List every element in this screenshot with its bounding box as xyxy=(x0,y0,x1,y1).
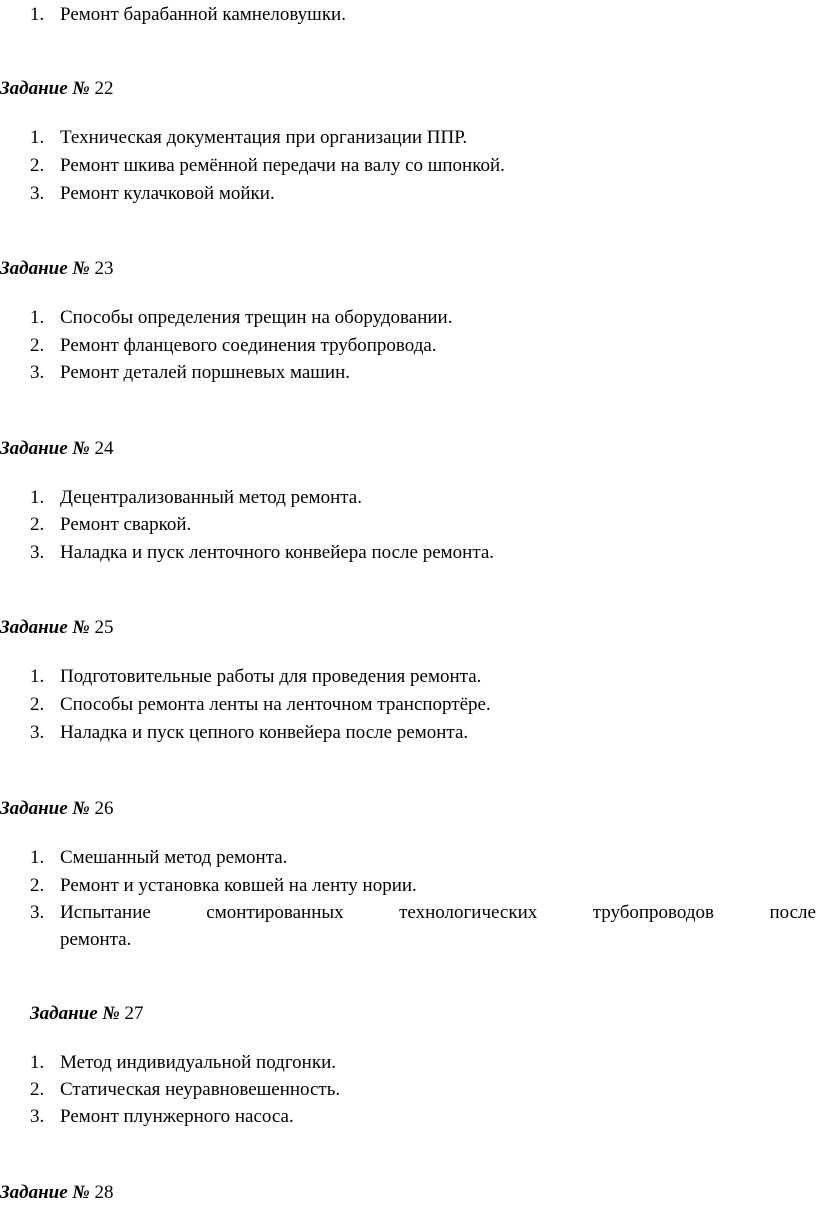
task-heading-label: Задание № xyxy=(0,438,90,459)
list-item xyxy=(0,305,816,331)
list-item xyxy=(0,333,816,359)
item-word: трубопроводов xyxy=(592,902,714,923)
item-text: Метод индивидуальной подгонки. xyxy=(60,1052,336,1073)
task-heading-label: Задание № xyxy=(0,258,90,279)
item-text-justified xyxy=(60,900,816,926)
item-number: 3. xyxy=(30,362,45,383)
task-heading-number: 23 xyxy=(94,258,114,279)
item-text: Способы определения трещин на оборудовании. xyxy=(60,307,453,328)
list-item xyxy=(0,873,816,899)
list-item xyxy=(0,720,816,746)
list-item xyxy=(0,2,816,28)
item-text: Способы ремонта ленты на ленточном транспортёре. xyxy=(60,694,491,715)
item-text: Наладка и пуск цепного конвейера после ремонта. xyxy=(60,722,469,743)
item-text: Ремонт кулачковой мойки. xyxy=(60,183,275,204)
item-number: 1. xyxy=(30,487,45,508)
item-number: 2. xyxy=(30,155,45,176)
task-heading xyxy=(0,615,114,641)
item-number: 2. xyxy=(30,875,45,896)
item-text: Ремонт плунжерного насоса. xyxy=(60,1106,294,1127)
item-number: 1. xyxy=(30,307,45,328)
item-number: 3. xyxy=(30,902,45,923)
item-number: 3. xyxy=(30,542,45,563)
task-heading xyxy=(0,796,114,822)
task-heading xyxy=(0,1180,114,1206)
item-text: Подготовительные работы для проведения ремонта. xyxy=(60,666,482,687)
task-heading xyxy=(0,76,114,102)
task-heading-number: 25 xyxy=(94,617,114,638)
item-number: 2. xyxy=(30,1079,45,1100)
list-item xyxy=(0,360,816,386)
item-word: Испытание xyxy=(60,902,151,923)
task-heading-label: Задание № xyxy=(0,617,90,638)
list-item xyxy=(0,1050,816,1076)
item-text: Наладка и пуск ленточного конвейера после ремонта. xyxy=(60,542,495,563)
list-item xyxy=(0,1077,816,1103)
item-text: Ремонт фланцевого соединения трубопровода. xyxy=(60,335,437,356)
task-heading xyxy=(30,1001,144,1027)
list-item xyxy=(0,900,816,926)
list-item xyxy=(0,1104,816,1130)
item-text: Техническая документация при организации ППР. xyxy=(60,127,468,148)
task-heading-label: Задание № xyxy=(0,78,90,99)
item-text: Ремонт сваркой. xyxy=(60,514,192,535)
list-item-continuation xyxy=(0,927,816,953)
task-heading-number: 24 xyxy=(94,438,114,459)
item-number: 3. xyxy=(30,722,45,743)
task-heading xyxy=(0,436,114,462)
list-item xyxy=(0,181,816,207)
list-item xyxy=(0,485,816,511)
item-text: Статическая неуравновешенность. xyxy=(60,1079,341,1100)
item-word: после xyxy=(769,902,816,923)
item-text: Ремонт и установка ковшей на ленту нории. xyxy=(60,875,417,896)
item-word: технологических xyxy=(399,902,538,923)
list-item xyxy=(0,692,816,718)
task-heading-number: 22 xyxy=(94,78,114,99)
task-heading-number: 28 xyxy=(94,1182,114,1203)
list-item xyxy=(0,125,816,151)
list-item xyxy=(0,540,816,566)
task-heading xyxy=(0,256,114,282)
item-number: 1. xyxy=(30,1052,45,1073)
item-word: смонтированных xyxy=(206,902,344,923)
task-heading-number: 26 xyxy=(94,798,114,819)
item-number: 2. xyxy=(30,335,45,356)
item-number: 1. xyxy=(30,127,45,148)
item-text: Ремонт шкива ремённой передачи на валу со шпонкой. xyxy=(60,155,505,176)
task-heading-label: Задание № xyxy=(0,798,90,819)
list-item xyxy=(0,153,816,179)
task-heading-label: Задание № xyxy=(0,1182,90,1203)
item-number: 3. xyxy=(30,183,45,204)
list-item xyxy=(0,512,816,538)
item-number: 3. xyxy=(30,1106,45,1127)
item-number: 2. xyxy=(30,514,45,535)
list-item xyxy=(0,664,816,690)
item-number: 2. xyxy=(30,694,45,715)
item-text: ремонта. xyxy=(60,929,132,950)
task-heading-label: Задание № xyxy=(30,1003,120,1024)
item-text: Децентрализованный метод ремонта. xyxy=(60,487,362,508)
item-number: 1. xyxy=(30,847,45,868)
item-text: Ремонт барабанной камнеловушки. xyxy=(60,4,346,25)
item-text: Смешанный метод ремонта. xyxy=(60,847,288,868)
item-number: 1. xyxy=(30,4,45,25)
item-number: 1. xyxy=(30,666,45,687)
item-text: Ремонт деталей поршневых машин. xyxy=(60,362,350,383)
task-heading-number: 27 xyxy=(124,1003,144,1024)
list-item xyxy=(0,845,816,871)
